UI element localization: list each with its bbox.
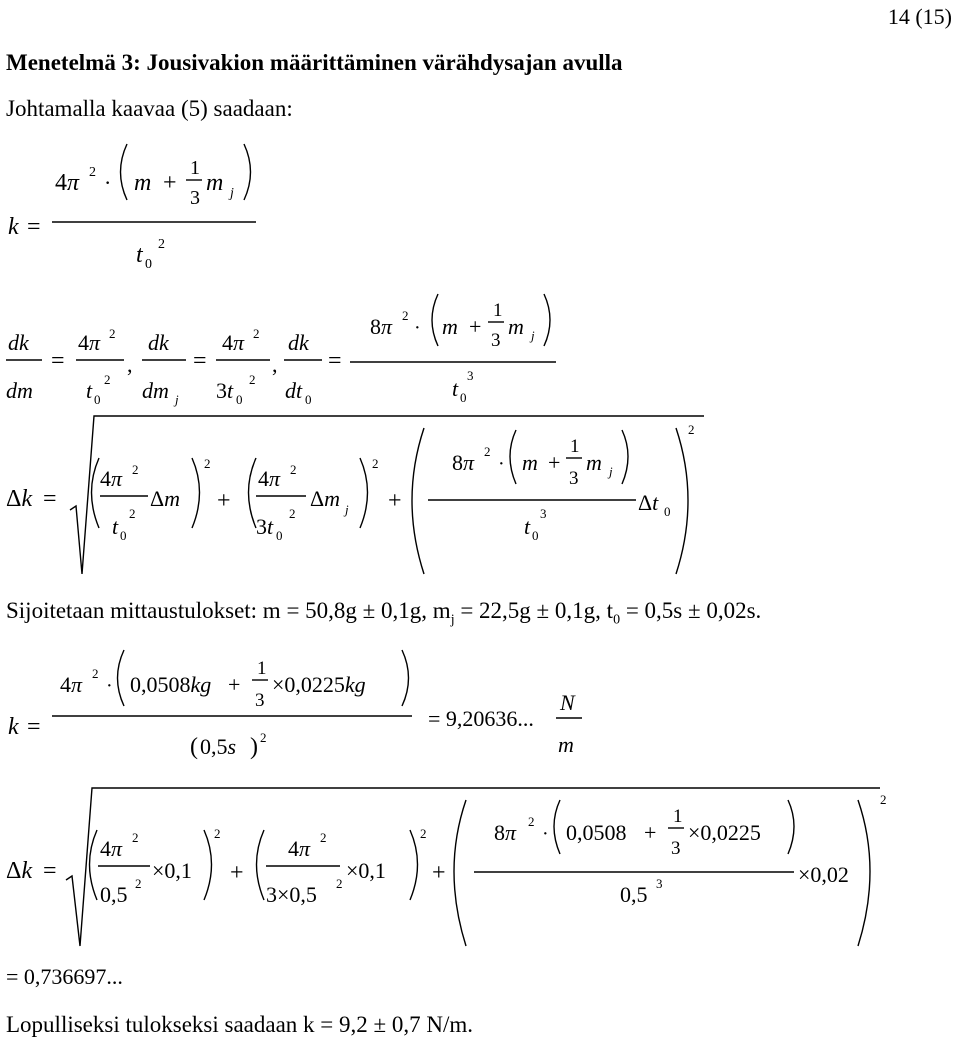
svg-text:k: k xyxy=(8,214,19,240)
svg-text:2: 2 xyxy=(320,830,327,845)
svg-text:0: 0 xyxy=(305,392,312,407)
svg-text:3: 3 xyxy=(190,187,200,209)
svg-text:·: · xyxy=(542,823,549,845)
svg-text:×0,0225: ×0,0225 xyxy=(688,820,761,845)
dk-period-b: 0,5 xyxy=(289,882,317,907)
svg-text:j: j xyxy=(175,392,179,407)
dk-period-c: 0,5 xyxy=(620,882,648,907)
svg-text:2: 2 xyxy=(402,308,409,323)
svg-text:2: 2 xyxy=(204,456,211,471)
section-heading: Menetelmä 3: Jousivakion määrittäminen värähdysajan avulla xyxy=(6,50,623,75)
svg-text:2: 2 xyxy=(253,326,260,341)
k-result-value: = 9,20636... xyxy=(428,706,534,731)
svg-text:Δm: Δm xyxy=(310,486,341,511)
svg-text:k: k xyxy=(8,714,19,740)
svg-text:4π: 4π xyxy=(55,170,80,196)
svg-text:3: 3 xyxy=(671,838,681,859)
svg-text:m: m xyxy=(586,450,602,475)
svg-text:8π: 8π xyxy=(494,820,517,845)
dk-mass-value: 0,0508 xyxy=(566,820,627,845)
svg-text:4π: 4π xyxy=(222,330,245,355)
svg-text:2: 2 xyxy=(89,165,96,180)
svg-text:Δk: Δk xyxy=(6,858,33,884)
formula-derivatives xyxy=(6,294,556,407)
svg-text:dk: dk xyxy=(288,330,309,355)
svg-text:dk: dk xyxy=(148,330,169,355)
svg-text:,: , xyxy=(127,352,133,377)
svg-text:0,5s: 0,5s xyxy=(200,734,237,759)
svg-text:×0,02: ×0,02 xyxy=(798,862,849,887)
svg-text:0: 0 xyxy=(94,392,101,407)
svg-text:Δk: Δk xyxy=(6,486,33,512)
dk-spring-mass-error: 0,1 xyxy=(358,858,386,883)
svg-text:1: 1 xyxy=(493,300,503,321)
svg-text:2: 2 xyxy=(132,462,139,477)
svg-text:3: 3 xyxy=(255,690,265,711)
svg-text:2: 2 xyxy=(132,830,139,845)
svg-text:t: t xyxy=(86,378,93,403)
dk-spring-mass-value: 0,0225 xyxy=(700,820,761,845)
svg-text:j: j xyxy=(345,502,349,517)
svg-text:+: + xyxy=(217,488,231,514)
svg-text:2: 2 xyxy=(289,506,296,521)
svg-text:2: 2 xyxy=(92,666,99,681)
svg-text:+: + xyxy=(469,314,482,339)
svg-text:j: j xyxy=(531,328,535,343)
substitution-part-b: = 22,5g ± 0,1g, t xyxy=(454,598,614,623)
svg-text:2: 2 xyxy=(104,372,111,387)
svg-text:3: 3 xyxy=(540,506,547,521)
svg-text:j: j xyxy=(609,464,613,479)
svg-text:0: 0 xyxy=(276,528,283,543)
svg-text:=: = xyxy=(193,348,207,374)
svg-text:Δt: Δt xyxy=(638,490,659,515)
svg-text:0: 0 xyxy=(120,528,127,543)
svg-text:0: 0 xyxy=(236,392,243,407)
svg-text:m: m xyxy=(522,450,538,475)
k-unit-denominator: m xyxy=(558,732,574,757)
svg-text:+: + xyxy=(644,820,657,845)
svg-text:1: 1 xyxy=(257,658,267,679)
svg-text:3t: 3t xyxy=(256,514,274,539)
svg-text:3: 3 xyxy=(467,368,474,383)
dk-mass-error: 0,1 xyxy=(164,858,192,883)
svg-text:2: 2 xyxy=(290,462,297,477)
svg-text:8π: 8π xyxy=(370,314,393,339)
svg-text:2: 2 xyxy=(109,326,116,341)
svg-text:+: + xyxy=(432,860,446,886)
svg-text:2: 2 xyxy=(688,422,695,437)
svg-text:3: 3 xyxy=(656,876,663,891)
svg-text:1: 1 xyxy=(570,436,580,457)
dk-period-a: 0,5 xyxy=(100,882,128,907)
svg-text:j: j xyxy=(230,186,234,201)
k-unit-numerator: N xyxy=(560,690,575,715)
svg-text:1: 1 xyxy=(673,806,683,827)
svg-text:=: = xyxy=(27,214,41,240)
k-spring-mass-value: 0,0225 xyxy=(284,672,345,697)
substitution-part-c: = 0,5s ± 0,02s. xyxy=(620,598,762,623)
svg-text:): ) xyxy=(250,734,258,760)
svg-text:×0,1: ×0,1 xyxy=(346,858,386,883)
conclusion-text: Lopulliseksi tulokseksi saadaan k = 9,2 ± 0,7 N/m. xyxy=(6,1012,474,1037)
k-mass-value: 0,0508 xyxy=(130,672,191,697)
svg-text:2: 2 xyxy=(880,792,887,807)
intro-text: Johtamalla kaavaa (5) saadaan: xyxy=(6,96,293,121)
svg-text:=: = xyxy=(43,486,57,512)
svg-text:0: 0 xyxy=(664,504,671,519)
svg-text:dm: dm xyxy=(6,378,33,403)
svg-text:4π: 4π xyxy=(100,466,123,491)
svg-text:·: · xyxy=(414,317,421,339)
svg-text:4π: 4π xyxy=(100,836,123,861)
svg-text:3: 3 xyxy=(491,330,501,351)
substitution-sub-b: 0 xyxy=(613,612,621,628)
svg-text:2: 2 xyxy=(129,506,136,521)
svg-text:t: t xyxy=(524,514,531,539)
svg-text:t: t xyxy=(452,376,459,401)
substitution-sub-a: j xyxy=(450,612,455,628)
page-number: 14 (15) xyxy=(887,4,952,29)
formula-k-definition xyxy=(8,144,256,272)
svg-text:4π: 4π xyxy=(258,466,281,491)
svg-text:=: = xyxy=(328,348,342,374)
svg-text:0: 0 xyxy=(145,257,152,272)
svg-text:2: 2 xyxy=(372,456,379,471)
svg-text:=: = xyxy=(43,858,57,884)
svg-text:4π: 4π xyxy=(288,836,311,861)
svg-text:+: + xyxy=(388,488,402,514)
dk-period-error: 0,02 xyxy=(810,862,849,887)
svg-text:+: + xyxy=(230,860,244,886)
svg-text:2: 2 xyxy=(260,730,267,745)
svg-text:2: 2 xyxy=(214,826,221,841)
svg-text:m: m xyxy=(206,170,224,196)
svg-text:2: 2 xyxy=(420,826,427,841)
svg-text:2: 2 xyxy=(158,237,165,252)
formula-delta-k-symbolic xyxy=(6,416,704,574)
svg-text:m: m xyxy=(508,314,524,339)
svg-text:+: + xyxy=(163,170,177,196)
svg-text:m: m xyxy=(134,170,152,196)
svg-text:·: · xyxy=(104,170,112,195)
svg-text:3: 3 xyxy=(569,468,579,489)
svg-text:2: 2 xyxy=(249,372,256,387)
svg-text:8π: 8π xyxy=(452,450,475,475)
svg-text:·: · xyxy=(498,453,505,475)
k-period-value: 0,5 xyxy=(200,734,228,759)
svg-text:t: t xyxy=(136,242,143,268)
svg-text:+: + xyxy=(228,672,241,697)
svg-text:dk: dk xyxy=(8,330,29,355)
svg-text:3t: 3t xyxy=(216,378,234,403)
dk-result-value: = 0,736697... xyxy=(6,964,123,989)
svg-text:·: · xyxy=(106,675,113,697)
svg-text:×0,1: ×0,1 xyxy=(152,858,192,883)
svg-text:0: 0 xyxy=(532,528,539,543)
svg-text:+: + xyxy=(548,450,561,475)
svg-text:×0,0225kg: ×0,0225kg xyxy=(272,672,366,697)
svg-text:2: 2 xyxy=(135,876,142,891)
svg-text:dm: dm xyxy=(142,378,169,403)
svg-text:=: = xyxy=(51,348,65,374)
svg-text:0: 0 xyxy=(460,390,467,405)
svg-text:m: m xyxy=(442,314,458,339)
svg-text:dt: dt xyxy=(285,378,303,403)
formula-delta-k-numeric xyxy=(6,788,887,989)
svg-text:4π: 4π xyxy=(60,672,83,697)
svg-text:0,0508kg: 0,0508kg xyxy=(130,672,212,697)
svg-text:1: 1 xyxy=(190,157,200,179)
svg-text:(: ( xyxy=(190,734,198,760)
svg-text:2: 2 xyxy=(484,444,491,459)
svg-text:4π: 4π xyxy=(78,330,101,355)
svg-text:t: t xyxy=(112,514,119,539)
svg-text:,: , xyxy=(272,352,278,377)
formula-k-numeric xyxy=(8,650,582,760)
svg-text:0,0508 xyxy=(566,820,627,845)
substitution-part-a: Sijoitetaan mittaustulokset: m = 50,8g ± 0,1g, m xyxy=(6,598,451,623)
svg-text:2: 2 xyxy=(528,814,535,829)
svg-text:2: 2 xyxy=(336,876,343,891)
svg-text:3×0,5: 3×0,5 xyxy=(266,882,317,907)
svg-text:Δm: Δm xyxy=(150,486,181,511)
svg-text:=: = xyxy=(27,714,41,740)
